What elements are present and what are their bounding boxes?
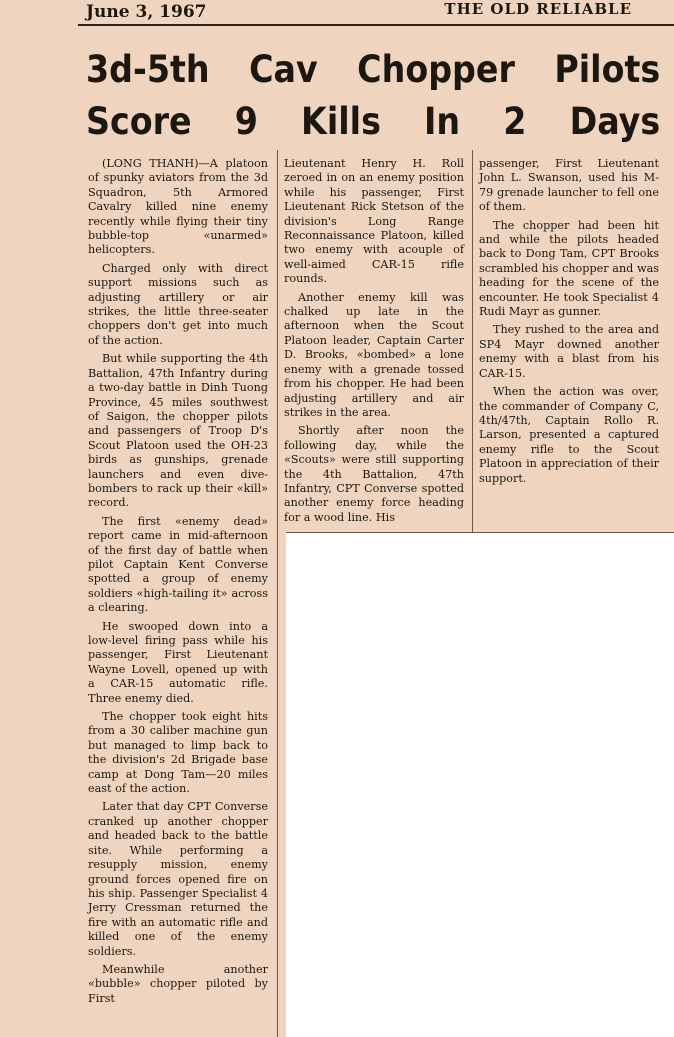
- paragraph: When the action was over, the commander of Company C, 4th/47th, Captain Rollo R. Larson, presented a captured enemy rifle to the Scout Platoon in appreciation of their support.: [479, 385, 659, 485]
- article-column-1: [88, 157, 268, 1010]
- paragraph: Meanwhile another «bubble» chopper piloted by First: [88, 962, 268, 1005]
- paragraph: Lieutenant Henry H. Roll zeroed in on an enemy position while his passenger, First Lieutenant Rick Stetson of the division's Long Range Reconnaissance Platoon, killed two enemy with acouple of well-aimed CAR-15 rifle rounds.: [284, 157, 464, 286]
- paragraph: passenger, First Lieutenant John L. Swanson, used his M-79 grenade launcher to fell one of them.: [479, 157, 659, 214]
- paragraph: Another enemy kill was chalked up late in the afternoon when the Scout Platoon leader, Captain Carter D. Brooks, «bombed» a lone enemy with a grenade tossed from his chopper. He had been adjusting artillery and air strikes in the area.: [284, 290, 464, 419]
- article-column-2: [284, 157, 464, 529]
- article-headline: 3d-5th Cav Chopper Pilots Score 9 Kills In 2 Days: [86, 48, 661, 143]
- paragraph: Later that day CPT Converse cranked up another chopper and headed back to the battle site. While performing a resupply mission, enemy ground forces opened fire on his ship. Passenger Specialist 4 Jerry Cressman returned the fire with an automatic rifle and killed one of the enemy soldiers.: [88, 800, 268, 958]
- issue-date: June 3, 1967: [86, 2, 207, 22]
- paragraph: They rushed to the area and SP4 Mayr downed another enemy with a blast from his CAR-15.: [479, 323, 659, 380]
- masthead-rule: [78, 24, 674, 26]
- newspaper-name: THE OLD RELIABLE: [444, 0, 632, 18]
- column-divider: [472, 150, 473, 532]
- paragraph: (LONG THANH)—A platoon of spunky aviators from the 3d Squadron, 5th Armored Cavalry killed nine enemy recently while flying their tiny bubble-top «unarmed» helicopters.: [88, 157, 268, 257]
- paragraph: Charged only with direct support missions such as adjusting artillery or air strikes, the little three-seater choppers don't get into much of the action.: [88, 261, 268, 347]
- paragraph: The chopper had been hit and while the pilots headed back to Dong Tam, CPT Brooks scrambled his chopper and was heading for the scene of the encounter. He took Specialist 4 Rudi Mayr as gunner.: [479, 218, 659, 319]
- blank-area: [286, 533, 674, 1037]
- paragraph: But while supporting the 4th Battalion, 47th Infantry during a two-day battle in Dinh Tuong Province, 45 miles southwest of Saigon, the chopper pilots and passengers of Troop D's Scout Platoon used the OH-23 birds as gunships, grenade launchers and even dive-bombers to rack up their «kill» record.: [88, 352, 268, 510]
- column-divider: [277, 150, 278, 1037]
- paragraph: He swooped down into a low-level firing pass while his passenger, First Lieutenant Wayne Lovell, opened up with a CAR-15 automatic rifle. Three enemy died.: [88, 619, 268, 705]
- paragraph: Shortly after noon the following day, while the «Scouts» were still supporting the 4th Battalion, 47th Infantry, CPT Converse spotted another enemy force heading for a wood line. His: [284, 424, 464, 524]
- masthead: [78, 0, 674, 26]
- column-end-rule: [286, 532, 674, 533]
- paragraph: The first «enemy dead» report came in mid-afternoon of the first day of battle when pilot Captain Kent Converse spotted a group of enemy soldiers «high-tailing it» across a clearing.: [88, 514, 268, 615]
- paragraph: The chopper took eight hits from a 30 caliber machine gun but managed to limp back to the division's 2d Brigade base camp at Dong Tam—20 miles east of the action.: [88, 710, 268, 796]
- article-column-3: [479, 157, 659, 490]
